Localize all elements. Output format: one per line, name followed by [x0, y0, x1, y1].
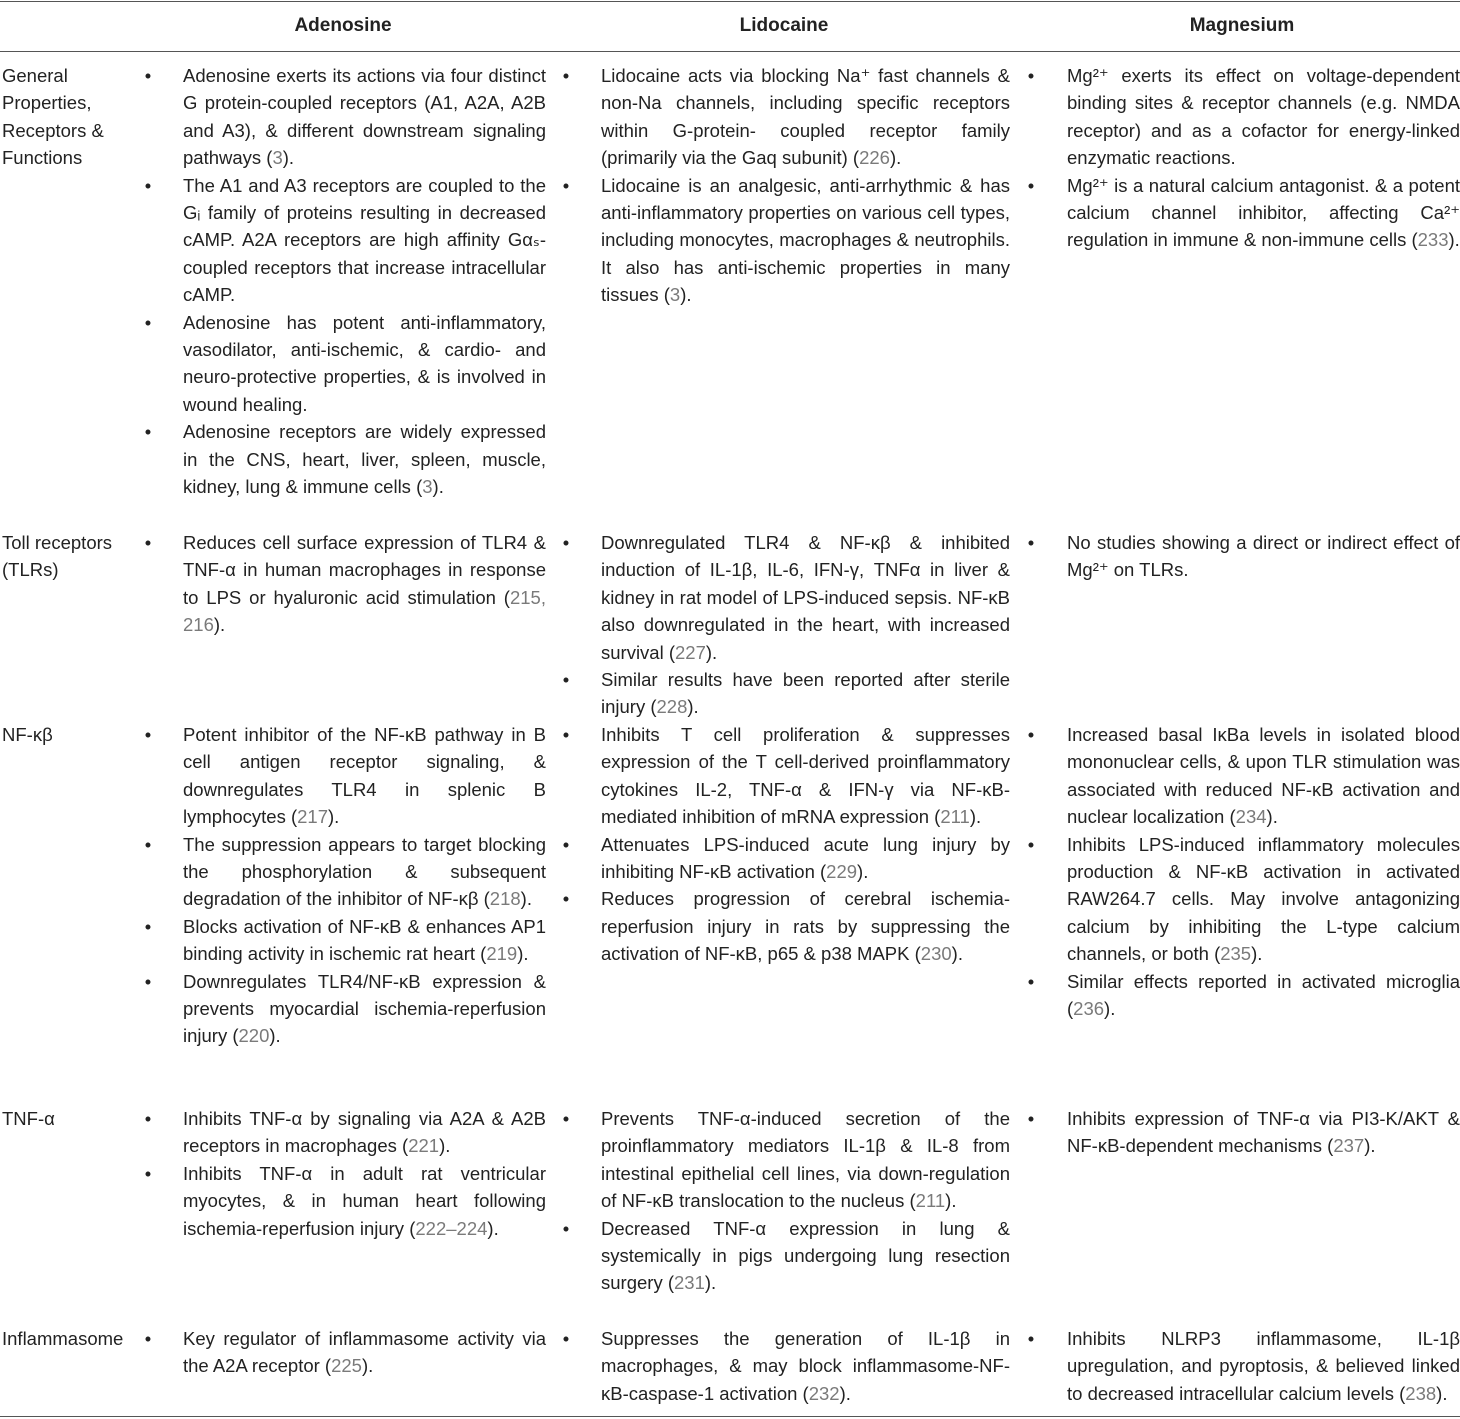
- citation-link[interactable]: 211: [915, 1190, 946, 1212]
- bullet-marker: •: [1027, 1328, 1035, 1349]
- magnesium-cell: [1024, 529, 1460, 584]
- bullet-text-tail: ).: [328, 806, 340, 828]
- bullet-text: Lidocaine is an analgesic, anti-arrhythmic & has anti-inflammatory properties on various cell types, including monocytes, macrophages & neutrophils. It also has anti-ischemic properties in many tissues (: [601, 174, 1010, 306]
- citation-link[interactable]: 225: [331, 1355, 362, 1377]
- citation-link[interactable]: 234: [1235, 806, 1267, 828]
- lidocaine-cell: [558, 529, 1010, 721]
- bullet-text-tail: ).: [839, 1382, 851, 1404]
- bullet-text-tail: ).: [269, 1025, 281, 1047]
- bullet-marker: •: [562, 1217, 570, 1239]
- bullet-text: Inhibits LPS-induced inflammatory molecules production & NF-κB activation in activated RAW264.7 cells. May involve antagonizing calcium by inhibiting the L-type calcium channels, or both (: [1067, 833, 1460, 965]
- bullet-text: The A1 and A3 receptors are coupled to the Gᵢ family of proteins resulting in decreased cAMP. A2A receptors are high affinity Gαₛ-coupled receptors that increase intracellular cAMP.: [183, 174, 546, 306]
- citation-link[interactable]: 230: [920, 943, 952, 965]
- bullet-marker: •: [562, 532, 570, 553]
- bullet-item: [140, 721, 546, 831]
- citation-link[interactable]: 211: [940, 806, 970, 828]
- bullet-item: [140, 62, 546, 172]
- bullet-text: Lidocaine acts via blocking Na⁺ fast channels & non-Na channels, including specific receptors within G-protein- coupled receptor family (primarily via the Gaq subunit) (: [601, 65, 1010, 169]
- bullet-item: [558, 1215, 1010, 1297]
- bullet-text-tail: ).: [520, 888, 532, 910]
- bullet-item: [140, 1160, 546, 1242]
- bullet-item: [558, 666, 1010, 721]
- bullet-text: Prevents TNF-α-induced secretion of the proinflammatory mediators IL-1β & IL-8 from intestinal epithelial cell lines, via down-regulation of NF-κB translocation to the nucleus (: [601, 1108, 1010, 1212]
- bullet-text-tail: ).: [680, 284, 692, 306]
- bullet-marker: •: [562, 174, 570, 196]
- citation-link[interactable]: 235: [1220, 943, 1252, 965]
- bullet-item: [558, 172, 1010, 309]
- bullet-text-tail: ).: [432, 476, 444, 498]
- bullet-text: Inhibits TNF-α in adult rat ventricular myocytes, & in human heart following ischemia-reperfusion injury (: [183, 1162, 546, 1239]
- bullet-item: [558, 1105, 1010, 1215]
- bullet-text: Increased basal IκBa levels in isolated blood mononuclear cells, & upon TLR stimulation was associated with reduced NF-κB activation and nuclear localization (: [1067, 724, 1460, 828]
- adenosine-cell: [140, 529, 546, 639]
- magnesium-cell: [1024, 1325, 1460, 1407]
- bullet-text-tail: ).: [1266, 806, 1278, 828]
- bullet-text-tail: ).: [889, 147, 902, 169]
- bullet-marker: •: [1027, 532, 1035, 553]
- bullet-text: Blocks activation of NF-κB & enhances AP1 binding activity in ischemic rat heart (: [183, 915, 546, 965]
- magnesium-cell: [1024, 1105, 1460, 1160]
- citation-link[interactable]: 233: [1417, 229, 1449, 251]
- bullet-text: Similar results have been reported after sterile injury (: [601, 669, 1010, 718]
- bullet-marker: •: [562, 669, 570, 691]
- bullet-item: [1024, 529, 1460, 584]
- bullet-text-tail: ).: [857, 861, 869, 883]
- bullet-marker: •: [1027, 174, 1035, 196]
- bullet-marker: •: [144, 1108, 152, 1129]
- bullet-marker: •: [562, 65, 570, 86]
- bullet-text-tail: ).: [487, 1217, 499, 1239]
- bullet-text: Downregulates TLR4/NF-κB expression & prevents myocardial ischemia-reperfusion injury (: [183, 970, 546, 1047]
- bullet-text: Mg²⁺ exerts its effect on voltage-dependent binding sites & receptor channels (e.g. NMDA receptor) and as a cofactor for energy-linked enzymatic reactions.: [1067, 65, 1460, 169]
- bullet-text: The suppression appears to target blocking the phosphorylation & subsequent degradation of the inhibitor of NF-κβ (: [183, 833, 546, 910]
- bullet-item: [1024, 172, 1460, 254]
- bullet-text-tail: ).: [361, 1355, 374, 1377]
- bullet-text: Downregulated TLR4 & NF-κβ & inhibited induction of IL-1β, IL-6, IFN-γ, TNFα in liver & kidney in rat model of LPS-induced sepsis. NF-κB also downregulated in the heart, with increased survival (: [601, 532, 1010, 663]
- lidocaine-cell: [558, 1325, 1010, 1407]
- bullet-text: Reduces cell surface expression of TLR4 & TNF-α in human macrophages in response to LPS or hyaluronic acid stimulation (: [183, 532, 546, 608]
- bullet-text-tail: ).: [969, 806, 982, 828]
- bullet-text-tail: ).: [1104, 998, 1116, 1020]
- bullet-text-tail: ).: [945, 1190, 957, 1212]
- citation-link[interactable]: 229: [826, 861, 858, 883]
- bullet-marker: •: [1027, 65, 1035, 86]
- bullet-item: [140, 968, 546, 1050]
- bullet-item: [140, 1325, 546, 1380]
- bullet-marker: •: [562, 1108, 570, 1129]
- bullet-text: Attenuates LPS-induced acute lung injury by inhibiting NF-κB activation (: [601, 833, 1010, 883]
- bullet-item: [140, 172, 546, 309]
- bullet-item: [558, 62, 1010, 172]
- bullet-item: [140, 913, 546, 968]
- bullet-marker: •: [144, 724, 152, 745]
- bullet-text: Adenosine exerts its actions via four distinct G protein-coupled receptors (A1, A2A, A2B and A3), & different downstream signaling pathways (: [183, 65, 546, 169]
- magnesium-cell: [1024, 721, 1460, 1022]
- header-adenosine: Adenosine: [294, 15, 392, 36]
- bullet-text: Mg²⁺ is a natural calcium antagonist. & a potent calcium channel inhibitor, affecting Ca²⁺ regulation in immune & non-immune cells (: [1067, 174, 1460, 251]
- bullet-marker: •: [562, 888, 570, 910]
- bullet-marker: •: [1027, 724, 1035, 745]
- bullet-item: [558, 885, 1010, 967]
- bullet-text: Adenosine receptors are widely expressed in the CNS, heart, liver, spleen, muscle, kidney, lung & immune cells (: [183, 421, 546, 498]
- bullet-text: Decreased TNF-α expression in lung & systemically in pigs undergoing lung resection surgery (: [601, 1217, 1010, 1294]
- citation-link[interactable]: 236: [1073, 998, 1105, 1020]
- bullet-text: Inhibits T cell proliferation & suppresses expression of the T cell-derived proinflammatory cytokines IL-2, TNF-α & IFN-γ via NF-κB-mediated inhibition of mRNA expression (: [601, 724, 1010, 828]
- adenosine-cell: [140, 62, 546, 501]
- header-lidocaine: Lidocaine: [739, 15, 829, 36]
- row-label: NF-κβ: [2, 724, 53, 745]
- lidocaine-cell: [558, 1105, 1010, 1297]
- bullet-text: Potent inhibitor of the NF-κB pathway in B cell antigen receptor signaling, & downregulates TLR4 in splenic B lymphocytes (: [183, 724, 546, 828]
- header-rule: [0, 51, 1460, 52]
- bullet-item: [558, 721, 1010, 831]
- citation-link[interactable]: 237: [1333, 1135, 1365, 1157]
- citation-link[interactable]: 221: [408, 1135, 440, 1157]
- citation-link[interactable]: 3: [272, 147, 283, 169]
- citation-link[interactable]: 222–224: [415, 1217, 488, 1239]
- bullet-item: [558, 1325, 1010, 1407]
- citation-link[interactable]: 227: [675, 641, 706, 663]
- bullet-item: [1024, 968, 1460, 1023]
- citation-link[interactable]: 238: [1405, 1382, 1437, 1404]
- citation-link[interactable]: 219: [486, 943, 518, 965]
- citation-link[interactable]: 220: [238, 1025, 270, 1047]
- bullet-text-tail: ).: [1251, 943, 1263, 965]
- citation-link[interactable]: 3: [669, 284, 681, 306]
- citation-link[interactable]: 215, 216: [183, 586, 546, 636]
- bullet-marker: •: [144, 174, 152, 196]
- bullet-item: [1024, 831, 1460, 968]
- bullet-item: [140, 831, 546, 913]
- lidocaine-cell: [558, 62, 1010, 309]
- bullet-marker: •: [144, 311, 152, 333]
- bullet-item: [558, 831, 1010, 886]
- bullet-text-tail: ).: [1436, 1382, 1448, 1404]
- row-label: Toll receptors (TLRs): [2, 532, 113, 581]
- citation-link[interactable]: 231: [674, 1272, 705, 1294]
- bullet-item: [1024, 62, 1460, 172]
- row-label: Inflammasome: [2, 1328, 124, 1349]
- bullet-text-tail: ).: [1448, 229, 1460, 251]
- bullet-text: Inhibits TNF-α by signaling via A2A & A2B receptors in macrophages (: [183, 1108, 546, 1157]
- bullet-text: Adenosine has potent anti-inflammatory, vasodilator, anti-ischemic, & cardio- and neuro-protective properties, & is involved in wound healing.: [183, 311, 546, 415]
- bullet-text: No studies showing a direct or indirect effect of Mg²⁺ on TLRs.: [1067, 532, 1460, 581]
- top-rule: [0, 1, 1460, 2]
- magnesium-cell: [1024, 62, 1460, 254]
- bullet-text-tail: ).: [951, 943, 963, 965]
- bullet-text-tail: ).: [282, 147, 295, 169]
- citation-link[interactable]: 226: [859, 147, 890, 169]
- bullet-text-tail: ).: [517, 943, 529, 965]
- bullet-marker: •: [562, 724, 570, 745]
- adenosine-cell: [140, 1325, 546, 1380]
- bullet-text-tail: ).: [213, 614, 226, 636]
- bullet-marker: •: [144, 1162, 152, 1184]
- bullet-text-tail: ).: [705, 641, 718, 663]
- adenosine-cell: [140, 721, 546, 1050]
- bullet-text-tail: ).: [687, 696, 699, 718]
- bullet-item: [140, 1105, 546, 1160]
- bullet-marker: •: [562, 1328, 570, 1349]
- bullet-item: [1024, 1325, 1460, 1407]
- bullet-text-tail: ).: [1364, 1135, 1376, 1157]
- lidocaine-cell: [558, 721, 1010, 968]
- bullet-item: [558, 529, 1010, 666]
- bullet-item: [140, 418, 546, 500]
- bullet-item: [1024, 1105, 1460, 1160]
- bottom-rule: [0, 1416, 1460, 1417]
- bullet-marker: •: [144, 421, 152, 443]
- citation-link[interactable]: 3: [422, 476, 433, 498]
- bullet-marker: •: [144, 970, 152, 992]
- row-label: TNF-α: [2, 1108, 55, 1129]
- bullet-item: [140, 309, 546, 419]
- bullet-marker: •: [1027, 1108, 1035, 1129]
- bullet-item: [140, 529, 546, 639]
- bullet-marker: •: [144, 833, 152, 855]
- bullet-text: Inhibits NLRP3 inflammasome, IL-1β upregulation, and pyroptosis, & believed linked to decreased intracellular calcium levels (: [1067, 1328, 1460, 1404]
- bullet-text-tail: ).: [439, 1135, 451, 1157]
- bullet-marker: •: [562, 833, 570, 855]
- citation-link[interactable]: 232: [808, 1382, 840, 1404]
- bullet-marker: •: [144, 532, 152, 553]
- bullet-marker: •: [144, 65, 152, 86]
- bullet-text: Inhibits expression of TNF-α via PI3-K/AKT & NF-κB-dependent mechanisms (: [1067, 1108, 1460, 1157]
- adenosine-cell: [140, 1105, 546, 1242]
- bullet-item: [1024, 721, 1460, 831]
- row-label: General Properties, Receptors & Functions: [2, 65, 104, 169]
- bullet-marker: •: [144, 915, 152, 937]
- bullet-text-tail: ).: [704, 1272, 717, 1294]
- bullet-marker: •: [144, 1328, 152, 1349]
- bullet-text: Reduces progression of cerebral ischemia-reperfusion injury in rats by suppressing the activation of NF-κB, p65 & p38 MAPK (: [601, 888, 1010, 965]
- citation-link[interactable]: 217: [297, 806, 328, 828]
- citation-link[interactable]: 218: [489, 888, 521, 910]
- bullet-marker: •: [1027, 970, 1035, 992]
- bullet-text: Similar effects reported in activated microglia (: [1067, 970, 1460, 1020]
- bullet-text: Key regulator of inflammasome activity via the A2A receptor (: [183, 1328, 546, 1377]
- citation-link[interactable]: 228: [656, 696, 688, 718]
- bullet-marker: •: [1027, 833, 1035, 855]
- bullet-text: Suppresses the generation of IL-1β in macrophages, & may block inflammasome-NF-κB-caspase-1 activation (: [601, 1328, 1010, 1404]
- header-magnesium: Magnesium: [1189, 15, 1295, 36]
